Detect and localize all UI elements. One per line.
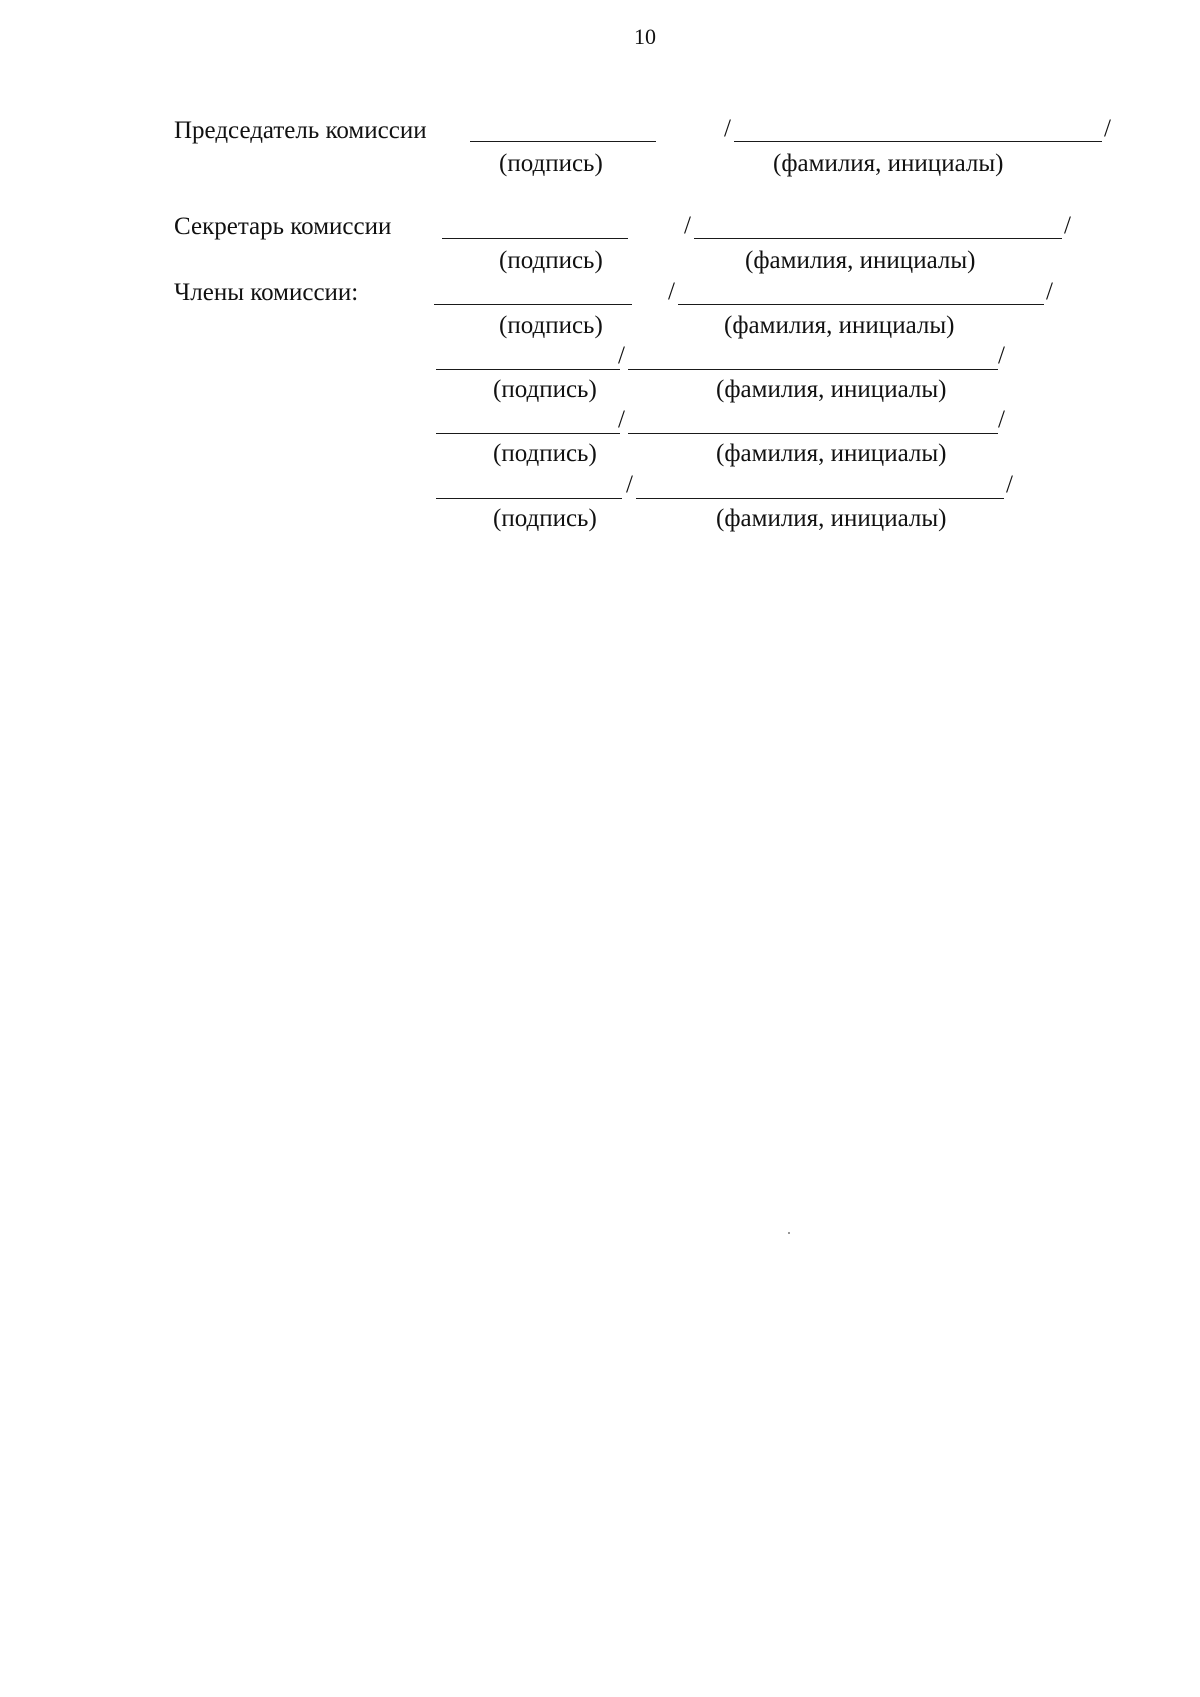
secretary-slash-open: / bbox=[684, 212, 691, 239]
chairman-name-caption: (фамилия, инициалы) bbox=[773, 150, 1004, 177]
member-signature-line[interactable] bbox=[436, 498, 622, 499]
member-signature-caption: (подпись) bbox=[499, 312, 603, 339]
member-slash-open: / bbox=[618, 342, 625, 369]
chairman-slash-close: / bbox=[1104, 115, 1111, 142]
member-signature-caption: (подпись) bbox=[493, 440, 597, 467]
page-number: 10 bbox=[634, 24, 656, 49]
member-slash-close: / bbox=[1006, 471, 1013, 498]
secretary-name-line[interactable] bbox=[694, 238, 1062, 239]
member-slash-close: / bbox=[1046, 278, 1053, 305]
member-slash-open: / bbox=[668, 278, 675, 305]
scan-speck bbox=[788, 1232, 790, 1234]
member-name-caption: (фамилия, инициалы) bbox=[716, 505, 947, 532]
chairman-slash-open: / bbox=[724, 115, 731, 142]
member-name-caption: (фамилия, инициалы) bbox=[716, 440, 947, 467]
secretary-signature-caption: (подпись) bbox=[499, 247, 603, 274]
member-slash-open: / bbox=[618, 406, 625, 433]
member-name-line[interactable] bbox=[628, 433, 998, 434]
secretary-label: Секретарь комиссии bbox=[174, 213, 392, 240]
chairman-signature-caption: (подпись) bbox=[499, 150, 603, 177]
member-signature-line[interactable] bbox=[436, 433, 620, 434]
secretary-slash-close: / bbox=[1064, 212, 1071, 239]
member-name-line[interactable] bbox=[678, 304, 1044, 305]
members-label: Члены комиссии: bbox=[174, 279, 359, 306]
member-signature-line[interactable] bbox=[436, 369, 620, 370]
member-slash-close: / bbox=[998, 406, 1005, 433]
member-signature-caption: (подпись) bbox=[493, 505, 597, 532]
member-slash-close: / bbox=[998, 342, 1005, 369]
member-signature-line[interactable] bbox=[434, 304, 632, 305]
member-name-caption: (фамилия, инициалы) bbox=[724, 312, 955, 339]
member-signature-caption: (подпись) bbox=[493, 376, 597, 403]
chairman-signature-line[interactable] bbox=[470, 141, 656, 142]
member-name-caption: (фамилия, инициалы) bbox=[716, 376, 947, 403]
member-name-line[interactable] bbox=[636, 498, 1004, 499]
member-slash-open: / bbox=[626, 471, 633, 498]
secretary-signature-line[interactable] bbox=[442, 238, 628, 239]
secretary-name-caption: (фамилия, инициалы) bbox=[745, 247, 976, 274]
chairman-label: Председатель комиссии bbox=[174, 117, 427, 144]
member-name-line[interactable] bbox=[628, 369, 998, 370]
chairman-name-line[interactable] bbox=[734, 141, 1102, 142]
